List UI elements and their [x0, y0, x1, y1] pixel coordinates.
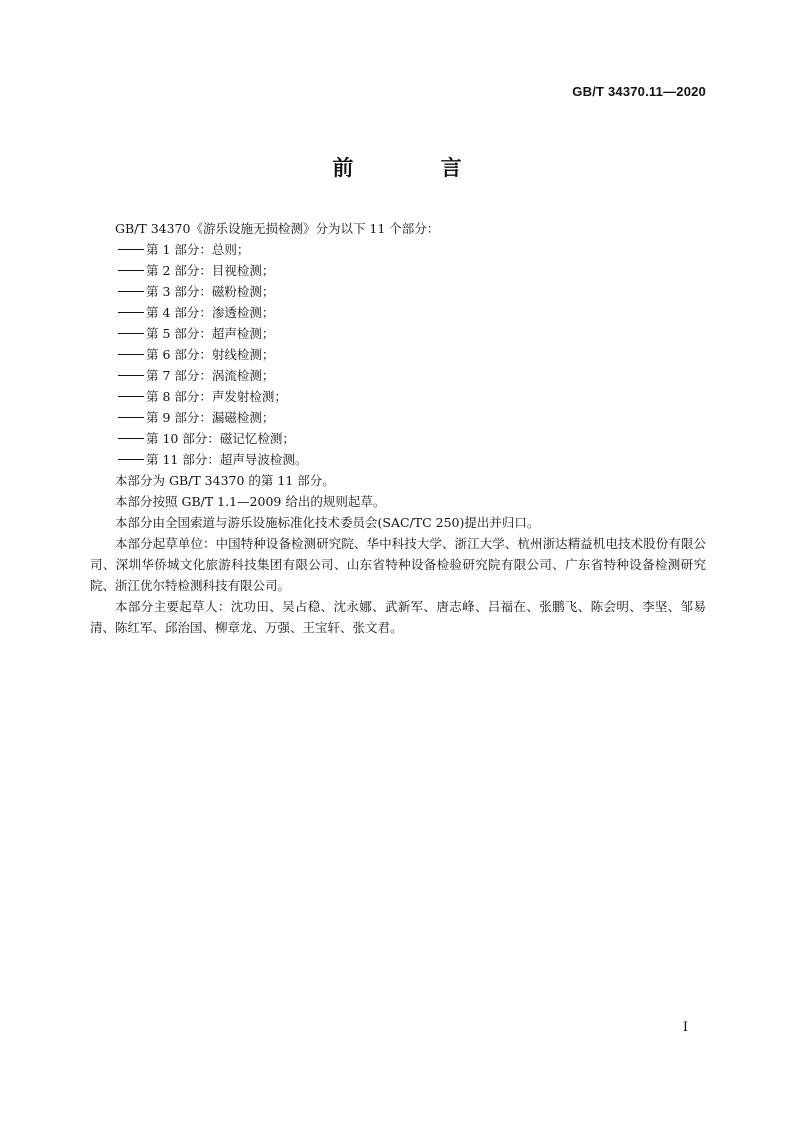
list-item-text: 第 1 部分：总则； [146, 242, 250, 257]
list-item-text: 第 2 部分：目视检测； [146, 263, 275, 278]
list-item [90, 365, 706, 386]
list-item [90, 386, 706, 407]
page-title: 前 言 [332, 156, 502, 180]
list-dash [118, 354, 144, 355]
body-paragraph: 本部分由全国索道与游乐设施标准化技术委员会(SAC/TC 250)提出并归口。 [115, 515, 540, 530]
list-item-text: 第 10 部分：磁记忆检测； [146, 431, 295, 446]
standard-code: GB/T 34370.11—2020 [572, 84, 706, 99]
list-item-text: 第 11 部分：超声导波检测。 [146, 452, 308, 467]
list-item [90, 260, 706, 281]
list-dash [118, 459, 144, 460]
body-paragraph: 本部分按照 GB/T 1.1—2009 给出的规则起草。 [115, 494, 386, 509]
list-item [90, 239, 706, 260]
body-paragraphs [90, 470, 706, 638]
list-item [90, 428, 706, 449]
list-item-text: 第 3 部分：磁粉检测； [146, 284, 275, 299]
list-dash [118, 417, 144, 418]
list-item [90, 344, 706, 365]
list-dash [118, 291, 144, 292]
list-item-text: 第 7 部分：涡流检测； [146, 368, 275, 383]
document-body [90, 218, 706, 638]
parts-list [90, 239, 706, 470]
list-dash [118, 438, 144, 439]
list-item [90, 407, 706, 428]
intro-paragraph: GB/T 34370《游乐设施无损检测》分为以下 11 个部分： [115, 221, 440, 236]
list-item-text: 第 9 部分：漏磁检测； [146, 410, 275, 425]
list-item-text: 第 5 部分：超声检测； [146, 326, 275, 341]
list-item-text: 第 4 部分：渗透检测； [146, 305, 275, 320]
list-item [90, 323, 706, 344]
list-dash [118, 396, 144, 397]
page-number: I [682, 1020, 688, 1035]
list-item [90, 281, 706, 302]
list-dash [118, 312, 144, 313]
list-dash [118, 270, 144, 271]
list-item [90, 302, 706, 323]
body-paragraph: 本部分为 GB/T 34370 的第 11 部分。 [115, 473, 335, 488]
body-paragraph: 本部分主要起草人：沈功田、吴占稳、沈永娜、武新军、唐志峰、吕福在、张鹏飞、陈会明、李坚、邹易清、陈红军、邱治国、柳章龙、万强、王宝轩、张文君。 [90, 599, 706, 635]
list-dash [118, 375, 144, 376]
list-dash [118, 333, 144, 334]
body-paragraph: 本部分起草单位：中国特种设备检测研究院、华中科技大学、浙江大学、杭州浙达精益机电技术股份有限公司、深圳华侨城文化旅游科技集团有限公司、山东省特种设备检验研究院有限公司、广东省特种设备检测研究院、浙江优尔特检测科技有限公司。 [90, 536, 706, 593]
list-item-text: 第 6 部分：射线检测； [146, 347, 275, 362]
list-item [90, 449, 706, 470]
list-item-text: 第 8 部分：声发射检测； [146, 389, 287, 404]
list-dash [118, 249, 144, 250]
